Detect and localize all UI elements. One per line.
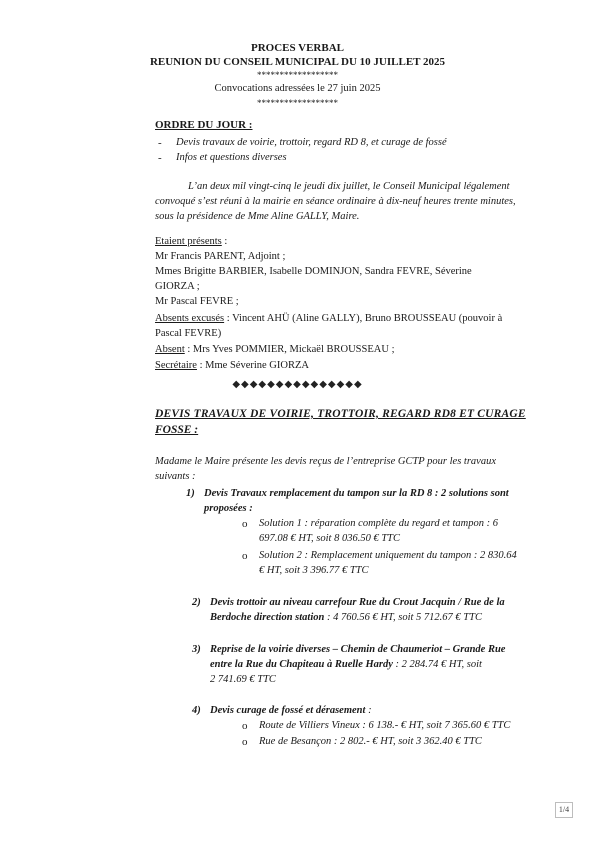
solution-2-line-2: € HT, soit 3 396.77 € TTC bbox=[259, 565, 369, 576]
item-4-title: Devis curage de fossé et dérasement bbox=[210, 705, 366, 716]
present-line-4: Mr Pascal FEVRE ; bbox=[155, 296, 239, 307]
item-4-title-row bbox=[210, 705, 372, 716]
item-4-title-colon: : bbox=[365, 705, 372, 716]
item-3-line-2 bbox=[210, 659, 482, 670]
item-2-location: Berdoche direction station bbox=[210, 612, 325, 623]
intro-line-1: L’an deux mil vingt-cinq le jeudi dix juillet, le Conseil Municipal légalement bbox=[188, 181, 510, 192]
section-intro-line-1: Madame le Maire présente les devis reçus de l’entreprise GCTP pour les travaux bbox=[155, 456, 496, 467]
agenda-dash: - bbox=[158, 152, 162, 164]
agenda-dash: - bbox=[158, 137, 162, 149]
item-1-number: 1) bbox=[186, 488, 195, 499]
item-4-sub-2: Rue de Besançon : 2 802.- € HT, soit 3 362.40 € TTC bbox=[259, 736, 482, 747]
present-line-1: Mr Francis PARENT, Adjoint ; bbox=[155, 251, 286, 262]
secretary-label: Secrétaire bbox=[155, 360, 197, 371]
excused-label: Absents excusés bbox=[155, 313, 225, 324]
document-title: PROCES VERBAL bbox=[250, 42, 344, 54]
item-1-title-line-1: Devis Travaux remplacement du tampon sur la RD 8 : 2 solutions sont bbox=[204, 488, 509, 499]
circle-bullet-icon: o bbox=[242, 736, 248, 748]
present-colon: : bbox=[221, 236, 228, 247]
present-row bbox=[155, 236, 227, 247]
circle-bullet-icon: o bbox=[242, 550, 248, 562]
section-title-line-1: DEVIS TRAVAUX DE VOIRIE, TROTTOIR, REGARD RD8 ET CURAGE bbox=[155, 408, 526, 420]
page-number: 1/4 bbox=[555, 802, 573, 818]
item-1-title-line-2: proposées : bbox=[204, 503, 253, 514]
present-line-2: Mmes Brigitte BARBIER, Isabelle DOMINJON, Sandra FEVRE, Séverine bbox=[155, 266, 472, 277]
stars-separator-top: ****************** bbox=[257, 70, 338, 80]
agenda-item-2: Infos et questions diverses bbox=[176, 152, 287, 163]
section-title-line-2: FOSSE : bbox=[155, 424, 199, 436]
absent-label: Absent bbox=[155, 344, 185, 355]
item-3-number: 3) bbox=[192, 644, 201, 655]
item-3-line-3: 2 741.69 € TTC bbox=[210, 674, 276, 685]
absent-row bbox=[155, 344, 394, 355]
convocation-date: Convocations adressées le 27 juin 2025 bbox=[214, 83, 381, 94]
meeting-subtitle: REUNION DU CONSEIL MUNICIPAL DU 10 JUILLET 2025 bbox=[149, 56, 446, 68]
secretary-text: : Mme Séverine GIORZA bbox=[196, 360, 309, 371]
intro-line-3: sous la présidence de Mme Aline GALLY, Maire. bbox=[155, 211, 360, 222]
item-2-number: 2) bbox=[192, 597, 201, 608]
item-2-amount: : 4 760.56 € HT, soit 5 712.67 € TTC bbox=[324, 612, 482, 623]
solution-1-line-1: Solution 1 : réparation complète du regard et tampon : 6 bbox=[259, 518, 498, 529]
item-3-location: entre la Rue du Chapiteau à Ruelle Hardy bbox=[210, 659, 393, 670]
item-4-number: 4) bbox=[192, 705, 201, 716]
intro-line-2: convoqué s’est réuni à la mairie en séance ordinaire à dix-neuf heures trente minutes, bbox=[155, 196, 516, 207]
item-3-amount: : 2 284.74 € HT, soit bbox=[392, 659, 482, 670]
present-label: Etaient présents bbox=[155, 236, 222, 247]
item-2-line-1: Devis trottoir au niveau carrefour Rue du Crout Jacquin / Rue de la bbox=[210, 597, 505, 608]
excused-text: : Vincent AHÜ (Aline GALLY), Bruno BROUSSEAU (pouvoir à bbox=[224, 313, 503, 324]
agenda-heading: ORDRE DU JOUR : bbox=[155, 119, 253, 131]
item-3-line-1: Reprise de la voirie diverses – Chemin de Chaumeriot – Grande Rue bbox=[210, 644, 506, 655]
stars-separator-bottom: ****************** bbox=[257, 98, 338, 108]
diamond-separator: ◆◆◆◆◆◆◆◆◆◆◆◆◆◆◆ bbox=[232, 379, 363, 390]
item-2-line-2 bbox=[210, 612, 482, 623]
agenda-item-1: Devis travaux de voirie, trottoir, regard RD 8, et curage de fossé bbox=[176, 137, 447, 148]
secretary-row bbox=[155, 360, 309, 371]
circle-bullet-icon: o bbox=[242, 518, 248, 530]
excused-row bbox=[155, 313, 502, 324]
solution-2-line-1: Solution 2 : Remplacement uniquement du tampon : 2 830.64 bbox=[259, 550, 517, 561]
solution-1-line-2: 697.08 € HT, soit 8 036.50 € TTC bbox=[259, 533, 400, 544]
item-4-sub-1: Route de Villiers Vineux : 6 138.- € HT, soit 7 365.60 € TTC bbox=[259, 720, 511, 731]
section-intro-line-2: suivants : bbox=[155, 471, 196, 482]
present-line-3: GIORZA ; bbox=[155, 281, 200, 292]
absent-text: : Mrs Yves POMMIER, Mickaël BROUSSEAU ; bbox=[184, 344, 395, 355]
circle-bullet-icon: o bbox=[242, 720, 248, 732]
excused-cont: Pascal FEVRE) bbox=[155, 328, 222, 339]
